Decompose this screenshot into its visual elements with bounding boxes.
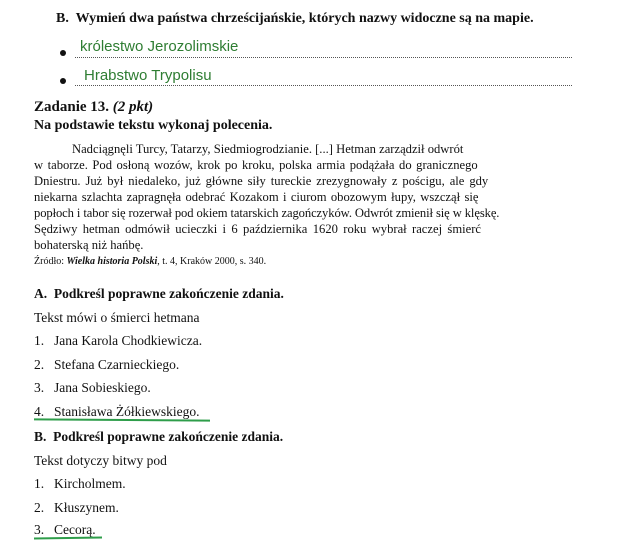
- partB-option-num: 3.: [34, 522, 45, 537]
- partB-stem: Tekst dotyczy bitwy pod: [34, 453, 167, 468]
- partA-option-num: 3.: [34, 380, 45, 395]
- partB-label: B.: [34, 429, 47, 444]
- partB-instruction: Podkreśl poprawne zakończenie zdania.: [53, 429, 284, 444]
- partB-option-2: [34, 500, 119, 516]
- partA-heading: [34, 286, 284, 302]
- task13-points: (2 pkt): [112, 99, 154, 115]
- partB-option-1: [34, 476, 126, 492]
- partA-instruction: Podkreśl poprawne zakończenie zdania.: [53, 286, 284, 301]
- source-rest: , t. 4, Kraków 2000, s. 340.: [157, 256, 267, 267]
- task12-question-text: Wymień dwa państwa chrześcijańskie, których nazwy widoczne są na mapie.: [75, 11, 534, 26]
- partA-option-num: 1.: [34, 333, 45, 348]
- answer-2: Hrabstwo Trypolisu: [84, 67, 212, 84]
- partB-option-text: Kłuszynem.: [54, 500, 119, 515]
- task12-question-label: B.: [56, 11, 69, 26]
- partA-label: A.: [34, 286, 48, 301]
- partB-heading: [34, 429, 283, 445]
- partA-option-text: Stefana Czarnieckiego.: [54, 357, 180, 372]
- partB-option-text: Cecorą.: [54, 522, 96, 537]
- partA-option-1: [34, 333, 202, 349]
- passage-line-6: Sędziwy hetman odmówił ucieczki i 6 października 1620 roku wybrał raczej śmierć: [34, 222, 481, 236]
- task13-heading: [34, 99, 153, 116]
- partA-option-3: [34, 380, 151, 396]
- partA-option-text: Jana Sobieskiego.: [54, 380, 151, 395]
- partA-option-num: 2.: [34, 357, 45, 372]
- partA-option-text: Jana Karola Chodkiewicza.: [54, 333, 203, 348]
- answer-line-2: [75, 85, 572, 86]
- task13-instruction: Na podstawie tekstu wykonaj polecenia.: [34, 118, 273, 133]
- partB-option-text: Kircholmem.: [54, 476, 126, 491]
- source-title: Wielka historia Polski: [66, 256, 158, 267]
- partB-option-num: 1.: [34, 476, 45, 491]
- answer-line-1: [75, 57, 572, 58]
- answer-1: królestwo Jerozolimskie: [80, 38, 239, 55]
- partA-answer-underline: [34, 418, 210, 421]
- passage-line-5: popłoch i tabor się rozerwał pod okiem tatarskich zagończyków. Odwrót zmienił się w klęskę.: [34, 206, 500, 220]
- source-prefix: Źródło:: [34, 256, 67, 267]
- source-citation: [34, 256, 266, 267]
- partA-stem: Tekst mówi o śmierci hetmana: [34, 310, 200, 325]
- partB-option-3: [34, 522, 96, 538]
- task12-question: [56, 11, 534, 27]
- passage-line-7: bohaterską niż hańbę.: [34, 238, 144, 252]
- answer-bullet-1: [60, 50, 66, 56]
- partA-option-text: Stanisława Żółkiewskiego.: [54, 404, 200, 419]
- passage-line-4: niekarna szlachta zapragnęła odebrać Kozakom i ciurom obozowym łupy, wszczął się: [34, 190, 479, 204]
- partB-answer-underline: [34, 537, 102, 540]
- task13-title: Zadanie 13.: [34, 99, 110, 115]
- partB-option-num: 2.: [34, 500, 45, 515]
- answer-bullet-2: [60, 78, 66, 84]
- passage-line-3: Dniestru. Już był niedaleko, już główne siły tureckie zrezygnowały z pościgu, ale gdy: [34, 174, 489, 188]
- passage-line-2: w taborze. Pod osłoną wozów, krok po kroku, polska armia podążała do granicznego: [34, 158, 478, 172]
- passage-line-1: Nadciągnęli Turcy, Tatarzy, Siedmiogrodzianie. [...] Hetman zarządził odwrót: [72, 142, 464, 156]
- partA-option-2: [34, 357, 179, 373]
- partA-option-num: 4.: [34, 404, 45, 419]
